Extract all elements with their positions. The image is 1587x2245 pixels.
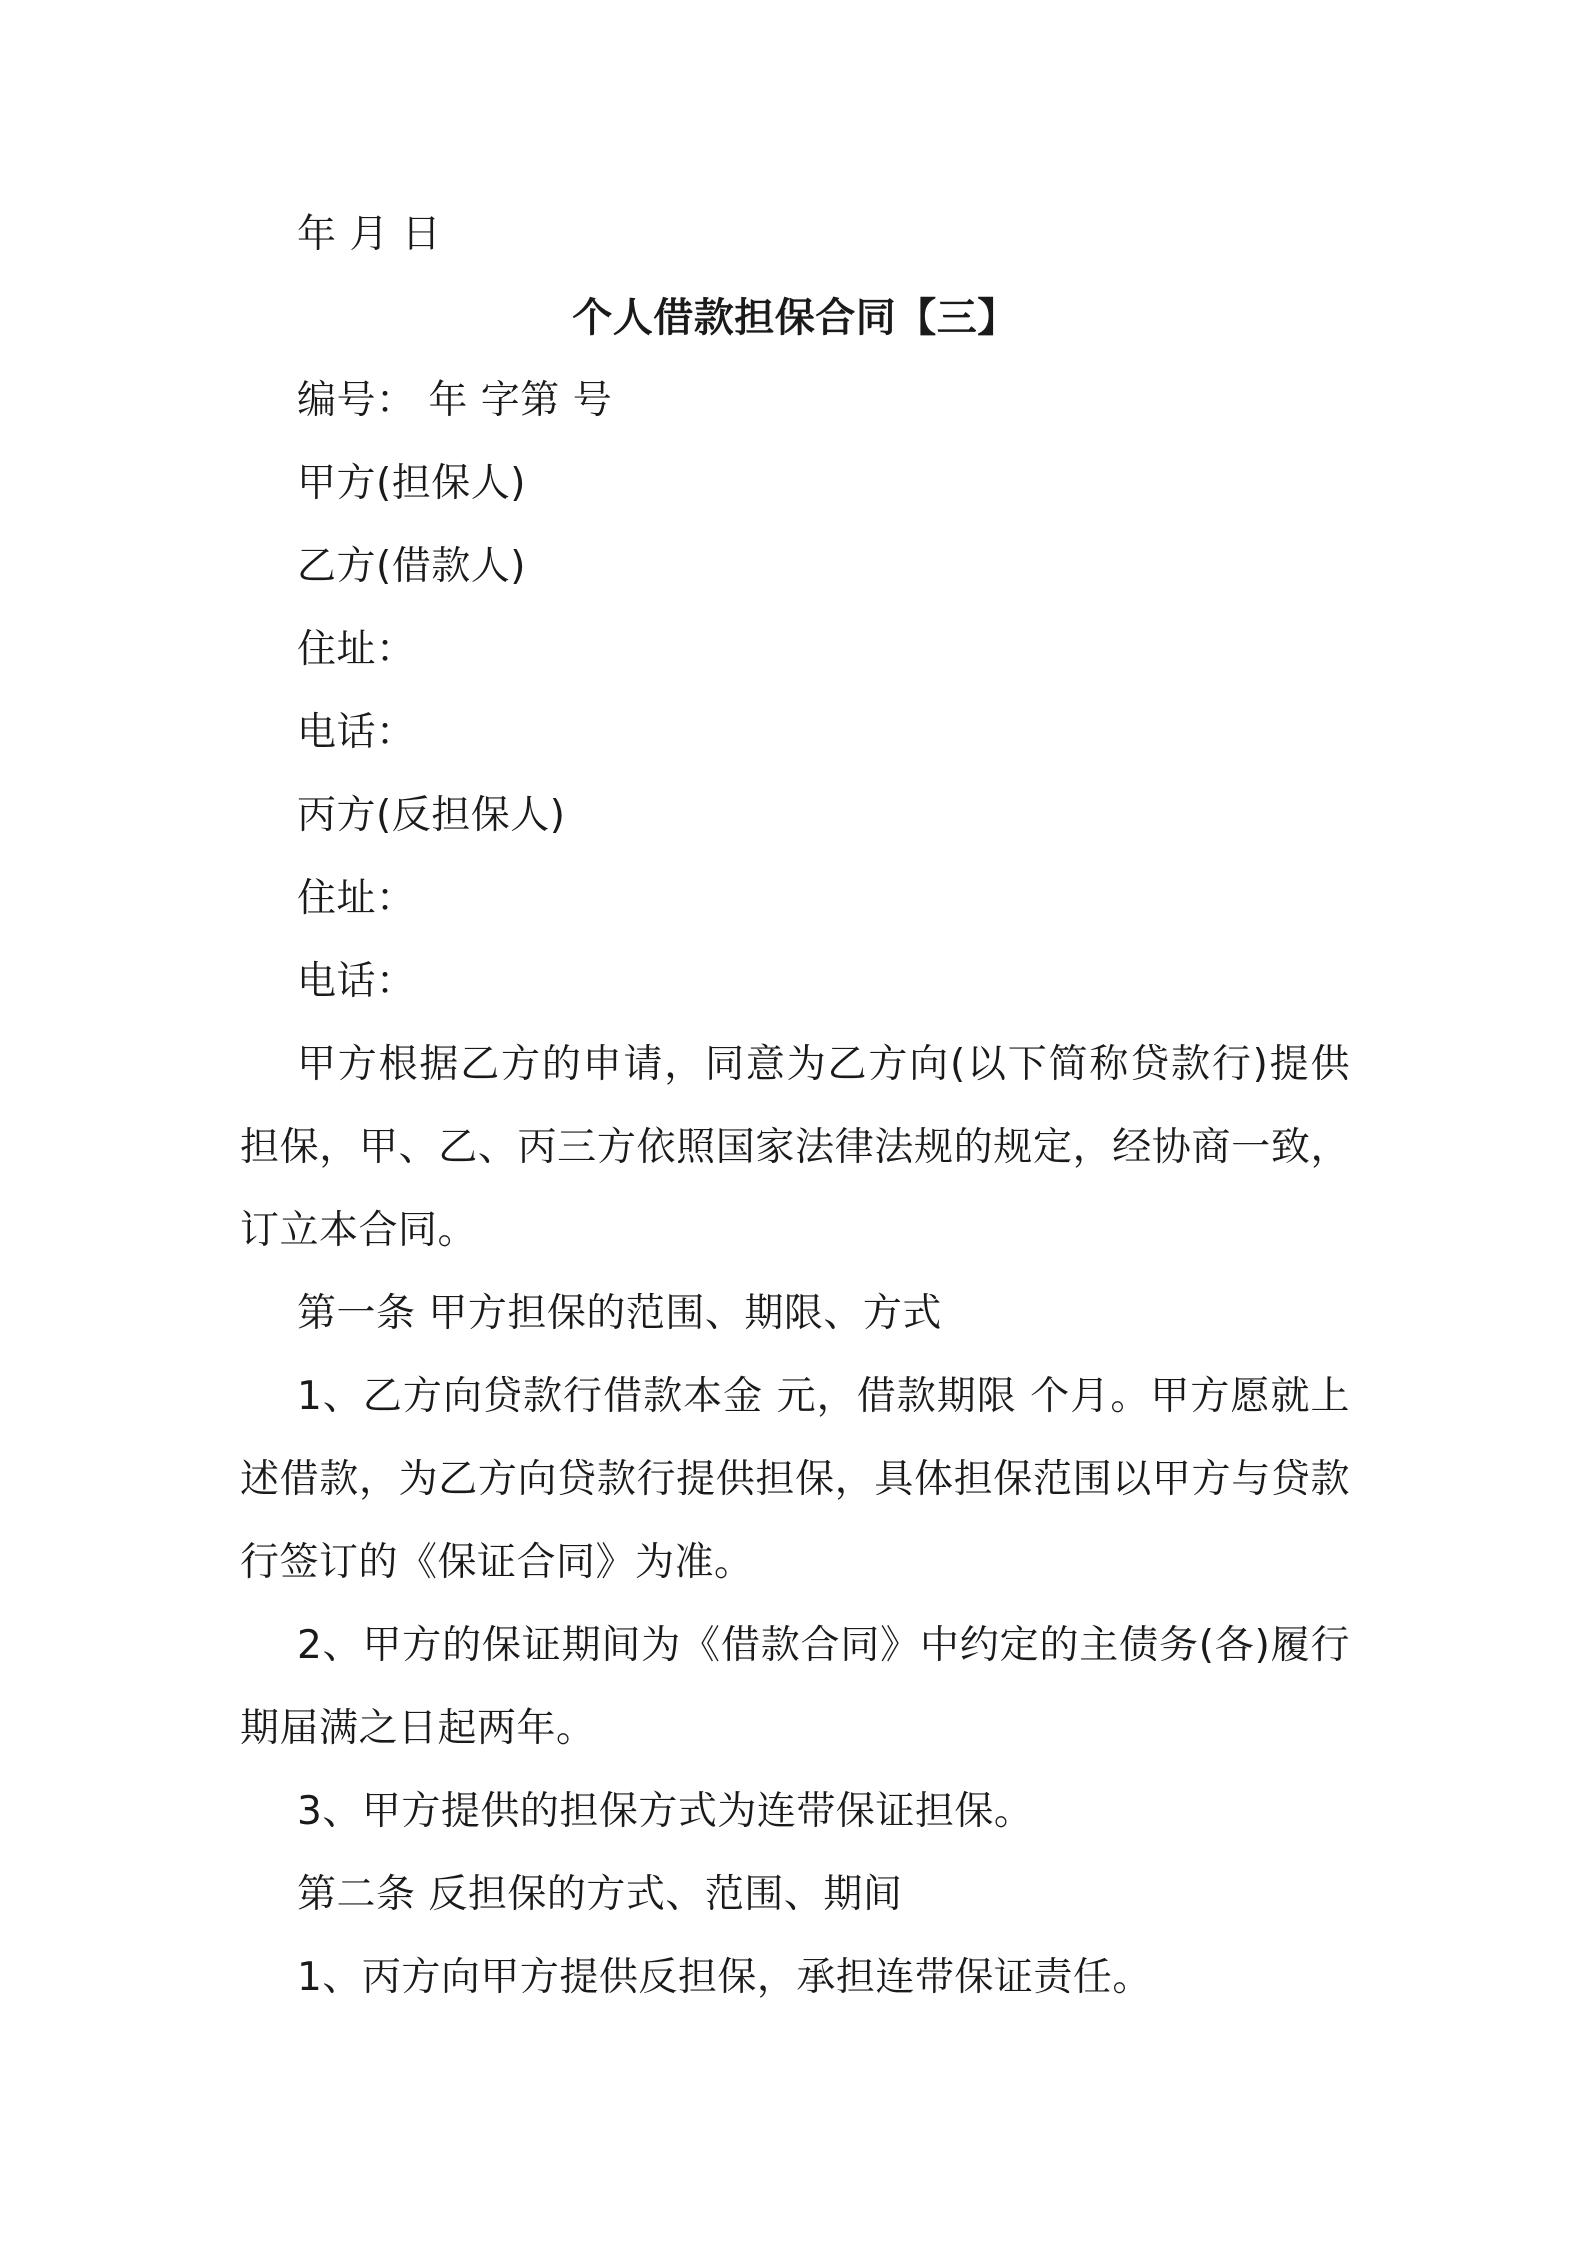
address-line: 住址： (297, 627, 416, 672)
article-1-clause-3: 3、甲方提供的担保方式为连带保证担保。 (297, 1789, 1034, 1834)
document-title: 个人借款担保合同【三】 (572, 294, 1018, 341)
phone-line: 电话： (297, 959, 416, 1004)
party-c-line: 丙方(反担保人) (297, 793, 566, 838)
date-line: 年 月 日 (297, 212, 442, 257)
number-line: 编号： 年 字第 号 (297, 378, 613, 423)
intro-paragraph: 甲方根据乙方的申请，同意为乙方向(以下简称贷款行)提供担保，甲、乙、丙三方依照国家法律法规的规定，经协商一致，订立本合同。 (240, 1042, 1350, 1253)
party-a-line: 甲方(担保人) (297, 461, 526, 506)
article-2-clause-1: 1、丙方向甲方提供反担保，承担连带保证责任。 (297, 1955, 1152, 2000)
article-1-clause-1: 1、乙方向贷款行借款本金 元，借款期限 个月。甲方愿就上述借款，为乙方向贷款行提供担保，具体担保范围以甲方与贷款行签订的《保证合同》为准。 (240, 1374, 1350, 1585)
party-b-line: 乙方(借款人) (297, 544, 526, 589)
article-1-heading: 第一条 甲方担保的范围、期限、方式 (297, 1291, 942, 1336)
phone-line: 电话： (297, 710, 416, 755)
address-line: 住址： (297, 876, 416, 921)
article-2-heading: 第二条 反担保的方式、范围、期间 (297, 1872, 903, 1917)
contract-body (240, 193, 1350, 2019)
article-1-clause-2: 2、甲方的保证期间为《借款合同》中约定的主债务(各)履行期届满之日起两年。 (240, 1623, 1350, 1751)
